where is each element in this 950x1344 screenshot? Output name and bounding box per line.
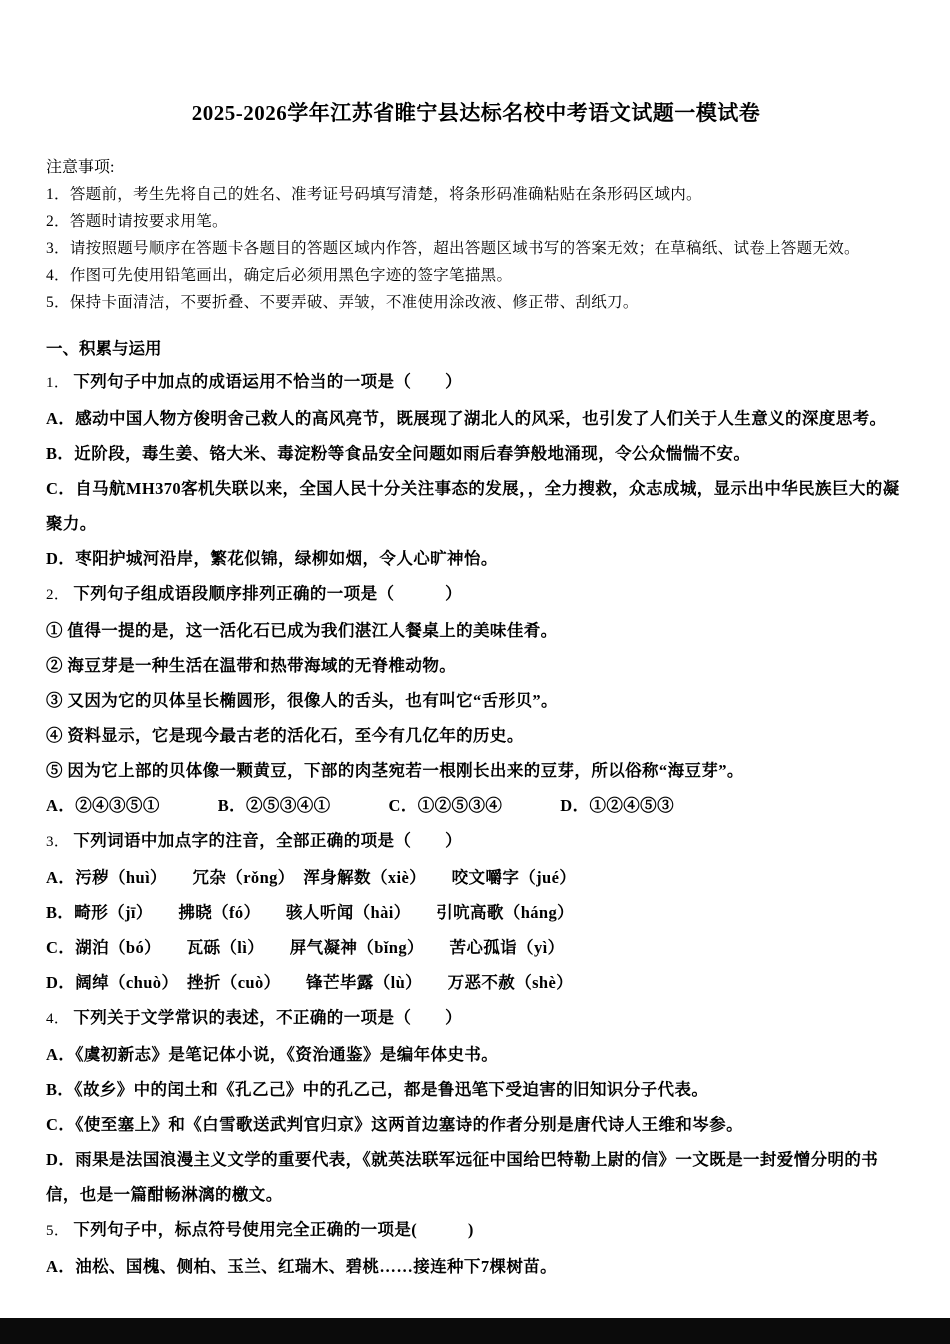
page-title: 2025-2026学年江苏省睢宁县达标名校中考语文试题一模试卷 [191, 101, 761, 125]
question-stem [46, 364, 906, 401]
ordered-sentence: ② 海豆芽是一种生活在温带和热带海域的无脊椎动物。 [46, 656, 457, 675]
option-D: D．枣阳护城河沿岸，繁花似锦，绿柳如烟，令人心旷神怡。 [46, 549, 498, 568]
question-number: 5． [46, 1223, 70, 1239]
option-C: C．①②⑤③④ [388, 796, 503, 815]
option-A: A．油松、国槐、侧柏、玉兰、红瑞木、碧桃……接连种下7棵树苗。 [46, 1257, 558, 1276]
notice-item: 5．保持卡面清洁，不要折叠、不要弄破、弄皱，不准使用涂改液、修正带、刮纸刀。 [46, 294, 639, 311]
option-B: B．畸形（jī） 拂晓（fó） 骇人听闻（hài） 引吭高歌（háng） [46, 903, 575, 922]
question-stem-text: 下列关于文学常识的表述，不正确的一项是（ ） [73, 1008, 463, 1027]
option-B: B．近阶段，毒生姜、铬大米、毒淀粉等食品安全问题如雨后春笋般地涌现，令公众惴惴不安。 [46, 444, 751, 463]
notice-section [46, 154, 906, 316]
question-stem-text: 下列句子中，标点符号使用完全正确的一项是( ) [73, 1220, 474, 1239]
option-A: A．《虞初新志》是笔记体小说，《资治通鉴》是编年体史书。 [46, 1045, 499, 1064]
option-B: B．②⑤③④① [217, 796, 331, 815]
question-2 [46, 576, 906, 823]
options-row [46, 788, 906, 823]
question-stem [46, 1000, 906, 1037]
question-3 [46, 823, 906, 1000]
notice-header: 注意事项: [46, 159, 115, 176]
question-number: 1． [46, 375, 70, 391]
notice-item: 3．请按照题号顺序在答题卡各题目的答题区域内作答，超出答题区域书写的答案无效；在草稿纸、试卷上答题无效。 [46, 240, 860, 257]
notice-item: 2．答题时请按要求用笔。 [46, 213, 228, 230]
ordered-sentence: ① 值得一提的是，这一活化石已成为我们湛江人餐桌上的美味佳肴。 [46, 621, 558, 640]
option-A: A．污秽（huì） 冗杂（rǒng） 浑身解数（xiè） 咬文嚼字（jué） [46, 868, 577, 887]
option-C: C．湖泊（bó） 瓦砾（lì） 屏气凝神（bǐng） 苦心孤诣（yì） [46, 938, 565, 957]
option-C: C．自马航MH370客机失联以来，全国人民十分关注事态的发展，，全力搜救，众志成城，显示出中华民族巨大的凝聚力。 [46, 479, 900, 533]
option-D: D．①②④⑤③ [560, 796, 674, 815]
notice-item: 1．答题前，考生先将自己的姓名、准考证号码填写清楚，将条形码准确粘贴在条形码区域内。 [46, 186, 702, 203]
question-stem [46, 823, 906, 860]
question-1 [46, 364, 906, 576]
question-stem-text: 下列词语中加点字的注音，全部正确的项是（ ） [73, 831, 463, 850]
option-A: A．感动中国人物方俊明舍己救人的高风亮节，既展现了湖北人的风采，也引发了人们关于人生意义的深度思考。 [46, 409, 887, 428]
notice-item: 4．作图可先使用铅笔画出，确定后必须用黑色字迹的签字笔描黑。 [46, 267, 513, 284]
ordered-sentence: ④ 资料显示，它是现今最古老的活化石，至今有几亿年的历史。 [46, 726, 524, 745]
question-stem-text: 下列句子组成语段顺序排列正确的一项是（ ） [73, 584, 463, 603]
question-stem [46, 1212, 906, 1249]
question-list [46, 364, 906, 1284]
option-B: B．《故乡》中的闰土和《孔乙己》中的孔乙己，都是鲁迅笔下受迫害的旧知识分子代表。 [46, 1080, 709, 1099]
option-D: D．雨果是法国浪漫主义文学的重要代表，《就英法联军远征中国给巴特勒上尉的信》一文既是一封爱憎分明的书信，也是一篇酣畅淋漓的檄文。 [46, 1150, 879, 1204]
section-heading: 一、积累与运用 [46, 339, 162, 358]
question-stem-text: 下列句子中加点的成语运用不恰当的一项是（ ） [73, 372, 463, 391]
question-number: 2． [46, 587, 70, 603]
option-C: C．《使至塞上》和《白雪歌送武判官归京》这两首边塞诗的作者分别是唐代诗人王维和岑参。 [46, 1115, 743, 1134]
question-stem [46, 576, 906, 613]
option-D: D．阔绰（chuò） 挫折（cuò） 锋芒毕露（lù） 万恶不赦（shè） [46, 973, 574, 992]
ordered-sentence: ⑤ 因为它上部的贝体像一颗黄豆，下部的肉茎宛若一根刚长出来的豆芽，所以俗称“海豆芽”。 [46, 761, 744, 780]
notice-list [46, 181, 906, 316]
option-A: A．②④③⑤① [46, 796, 160, 815]
question-4 [46, 1000, 906, 1212]
question-number: 4． [46, 1011, 70, 1027]
ordered-sentence: ③ 又因为它的贝体呈长椭圆形，很像人的舌头，也有叫它“舌形贝”。 [46, 691, 558, 710]
page-bottom-scan-edge [0, 1318, 950, 1344]
question-number: 3． [46, 834, 70, 850]
question-5 [46, 1212, 906, 1284]
